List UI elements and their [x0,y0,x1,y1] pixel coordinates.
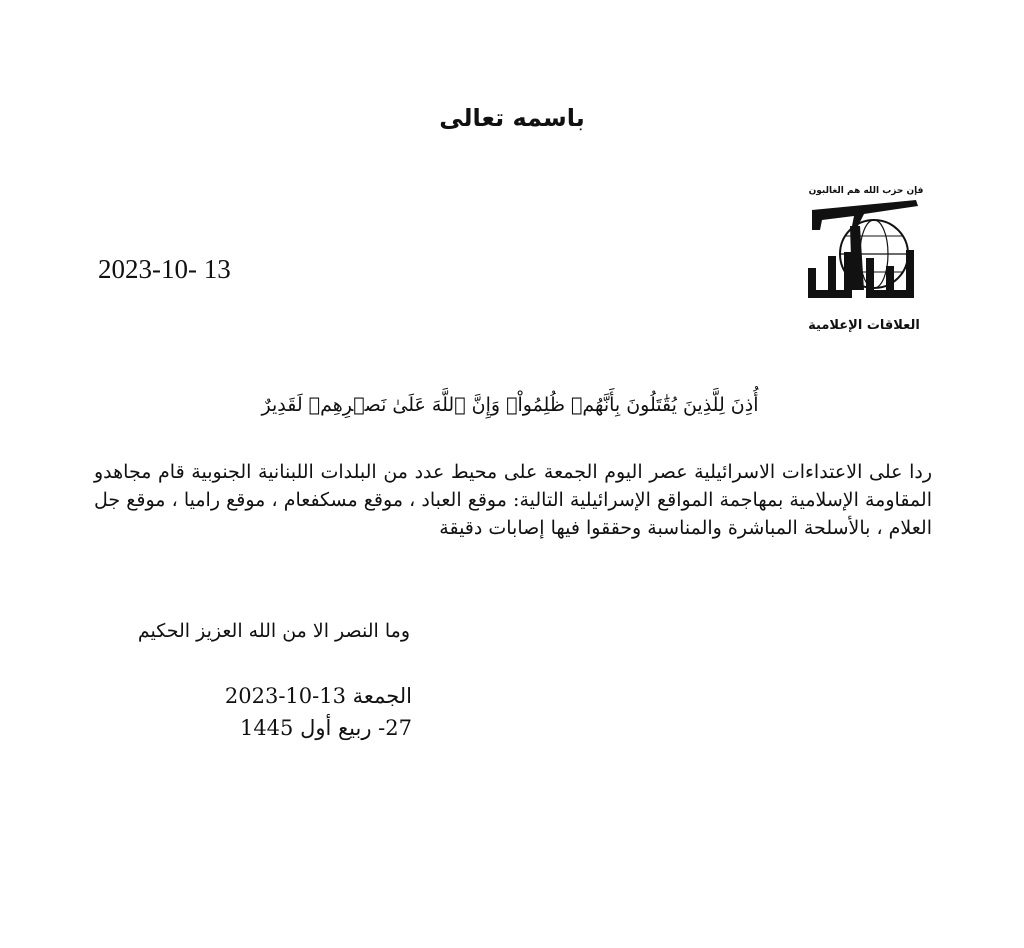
logo-caption: العلاقات الإعلامية [808,318,920,333]
quran-verse: أُذِنَ لِلَّذِينَ يُقَٰتَلُونَ بِأَنَّهُمۡ ظُلِمُواْۚ وَإِنَّ ٱللَّهَ عَلَىٰ نَصۡرِهِمۡ لَقَدِيرٌ [261,394,759,416]
closing-phrase: وما النصر الا من الله العزيز الحكيم [137,620,410,642]
organization-logo [794,186,934,346]
statement-body: ردا على الاعتداءات الاسرائيلية عصر اليوم الجمعة على محيط عدد من البلدات اللبنانية الجنوبية قام مجاهدو المقاومة الإسلامية بمهاجمة المواقع الإسرائيلية التالية: موقع العباد ، موقع مسكفعام ، موقع راميا ، موقع جل العلام ، بالأسلحة المباشرة والمناسبة وحققوا فيها إصابات دقيقة [94,461,932,539]
hijri-date: 27- ربيع أول 1445 [239,716,412,740]
gregorian-date: الجمعة 13-10-2023 [224,684,412,708]
logo-motto: فإن حزب الله هم الغالبون [808,186,924,196]
header-date: 2023-10- 13 [98,254,231,284]
basmala-heading: باسمه تعالى [439,104,585,132]
